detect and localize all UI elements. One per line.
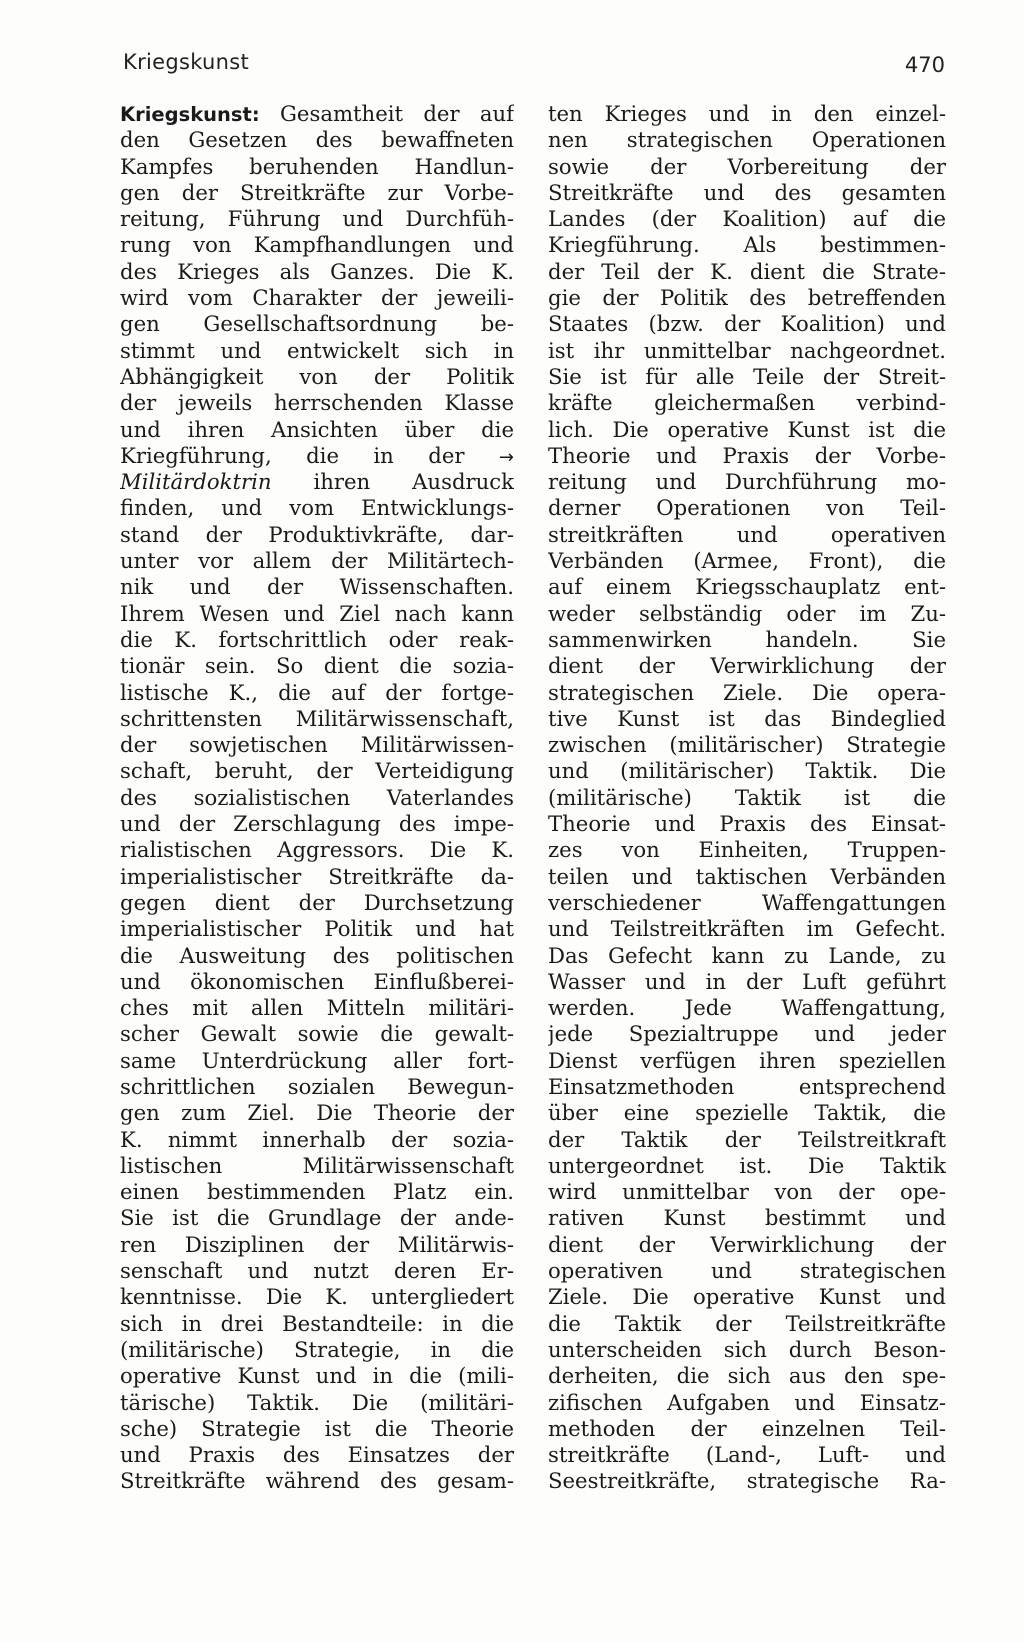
- text-line: zes von Einheiten, Truppen-: [548, 837, 946, 863]
- left-column: [120, 101, 514, 1495]
- text-line: die Taktik der Teilstreitkräfte: [548, 1310, 946, 1336]
- text-line: den Gesetzen des bewaffneten: [120, 127, 514, 153]
- text-line: streitkräfte (Land-, Luft- und: [548, 1442, 946, 1468]
- text-line: strategischen Ziele. Die opera-: [548, 679, 946, 705]
- text-line: imperialistischer Streitkräfte da-: [120, 863, 514, 889]
- text-line: unter vor allem der Militärtech-: [120, 548, 514, 574]
- text-line: Dienst verfügen ihren speziellen: [548, 1047, 946, 1073]
- text-line: sche) Strategie ist die Theorie: [120, 1415, 514, 1441]
- text-line: zwischen (militärischer) Strategie: [548, 732, 946, 758]
- text-line: teilen und taktischen Verbänden: [548, 863, 946, 889]
- text-line: zifischen Aufgaben und Einsatz-: [548, 1389, 946, 1415]
- text-line: Wasser und in der Luft geführt: [548, 968, 946, 994]
- text-line: finden, und vom Entwicklungs-: [120, 495, 514, 521]
- text-line: Theorie und Praxis der Vorbe-: [548, 442, 946, 468]
- text-line: werden. Jede Waffengattung,: [548, 995, 946, 1021]
- text-line: sammenwirken handeln. Sie: [548, 626, 946, 652]
- text-line: streitkräften und operativen: [548, 521, 946, 547]
- text-line: schrittensten Militärwissenschaft,: [120, 705, 514, 731]
- text-line: Sie ist die Grundlage der ande-: [120, 1205, 514, 1231]
- text-line: verschiedener Waffengattungen: [548, 889, 946, 915]
- text-line: (militärische) Strategie, in die: [120, 1336, 514, 1362]
- text-line: der sowjetischen Militärwissen-: [120, 732, 514, 758]
- text-line: derheiten, die sich aus den spe-: [548, 1363, 946, 1389]
- text-line: Das Gefecht kann zu Lande, zu: [548, 942, 946, 968]
- text-line: Ihrem Wesen und Ziel nach kann: [120, 600, 514, 626]
- text-line: operative Kunst und in die (mili-: [120, 1363, 514, 1389]
- text-line: der Teil der K. dient die Strate-: [548, 258, 946, 284]
- text-line: gie der Politik des betreffenden: [548, 285, 946, 311]
- text-line: des sozialistischen Vaterlandes: [120, 784, 514, 810]
- text-line: reitung, Führung und Durchfüh-: [120, 206, 514, 232]
- text-line: und ihren Ansichten über die: [120, 416, 514, 442]
- running-head: Kriegskunst: [123, 50, 250, 74]
- text-line: imperialistischer Politik und hat: [120, 916, 514, 942]
- text-line: dient der Verwirklichung der: [548, 1231, 946, 1257]
- text-line: sich in drei Bestandteile: in die: [120, 1310, 514, 1336]
- arrow-icon: →: [498, 446, 514, 468]
- text-line: Staates (bzw. der Koalition) und: [548, 311, 946, 337]
- text-line: tive Kunst ist das Bindeglied: [548, 705, 946, 731]
- text-line: reitung und Durchführung mo-: [548, 469, 946, 495]
- text-line: jede Spezialtruppe und jeder: [548, 1021, 946, 1047]
- text-line: über eine spezielle Taktik, die: [548, 1100, 946, 1126]
- text-line: Verbänden (Armee, Front), die: [548, 548, 946, 574]
- text-line: dient der Verwirklichung der: [548, 653, 946, 679]
- text-line: ches mit allen Mitteln militäri-: [120, 995, 514, 1021]
- text-line: rativen Kunst bestimmt und: [548, 1205, 946, 1231]
- text-line: methoden der einzelnen Teil-: [548, 1415, 946, 1441]
- text-line: wird vom Charakter der jeweili-: [120, 285, 514, 311]
- text-line: kräfte gleichermaßen verbind-: [548, 390, 946, 416]
- text-line: Militärdoktrin ihren Ausdruck: [120, 469, 514, 495]
- text-line: lich. Die operative Kunst ist die: [548, 416, 946, 442]
- cross-reference-link[interactable]: Militärdoktrin: [120, 469, 272, 495]
- text-line: same Unterdrückung aller fort-: [120, 1047, 514, 1073]
- text-line: und (militärischer) Taktik. Die: [548, 758, 946, 784]
- text-line: Einsatzmethoden entsprechend: [548, 1073, 946, 1099]
- text-line: stimmt und entwickelt sich in: [120, 337, 514, 363]
- text-line: derner Operationen von Teil-: [548, 495, 946, 521]
- text-line: (militärische) Taktik ist die: [548, 784, 946, 810]
- text-line: gegen dient der Durchsetzung: [120, 889, 514, 915]
- text-line: schrittlichen sozialen Bewegun-: [120, 1073, 514, 1099]
- text-line: Abhängigkeit von der Politik: [120, 363, 514, 389]
- text-line: und ökonomischen Einflußberei-: [120, 968, 514, 994]
- text-line: ist ihr unmittelbar nachgeordnet.: [548, 337, 946, 363]
- text-line: und Praxis des Einsatzes der: [120, 1442, 514, 1468]
- text-line: Landes (der Koalition) auf die: [548, 206, 946, 232]
- text-line: listische K., die auf der fortge-: [120, 679, 514, 705]
- text-line: wird unmittelbar von der ope-: [548, 1179, 946, 1205]
- text-line: rung von Kampfhandlungen und: [120, 232, 514, 258]
- text-line: K. nimmt innerhalb der sozia-: [120, 1126, 514, 1152]
- text-line: Kriegführung, die in der →: [120, 442, 514, 468]
- text-line: und Teilstreitkräften im Gefecht.: [548, 916, 946, 942]
- text-line: senschaft und nutzt deren Er-: [120, 1258, 514, 1284]
- text-line: Kriegskunst: Gesamtheit der auf: [120, 101, 514, 126]
- text-line: rialistischen Aggressors. Die K.: [120, 837, 514, 863]
- text-line: schaft, beruht, der Verteidigung: [120, 758, 514, 784]
- text-line: einen bestimmenden Platz ein.: [120, 1179, 514, 1205]
- page-number: 470: [904, 53, 945, 77]
- text-line: Ziele. Die operative Kunst und: [548, 1284, 946, 1310]
- text-line: Sie ist für alle Teile der Streit-: [548, 363, 946, 389]
- entry-lemma: Kriegskunst:: [120, 103, 260, 126]
- text-line: gen Gesellschaftsordnung be-: [120, 311, 514, 337]
- text-line: untergeordnet ist. Die Taktik: [548, 1152, 946, 1178]
- text-line: tionär sein. So dient die sozia-: [120, 653, 514, 679]
- text-line: gen zum Ziel. Die Theorie der: [120, 1100, 514, 1126]
- text-line: Kampfes beruhenden Handlun-: [120, 153, 514, 179]
- text-line: stand der Produktivkräfte, dar-: [120, 521, 514, 547]
- text-line: unterscheiden sich durch Beson-: [548, 1336, 946, 1362]
- text-line: kenntnisse. Die K. untergliedert: [120, 1284, 514, 1310]
- text-line: gen der Streitkräfte zur Vorbe-: [120, 179, 514, 205]
- right-column: [548, 101, 946, 1495]
- text-line: scher Gewalt sowie die gewalt-: [120, 1021, 514, 1047]
- text-line: und der Zerschlagung des impe-: [120, 811, 514, 837]
- text-line: auf einem Kriegsschauplatz ent-: [548, 574, 946, 600]
- text-line: nen strategischen Operationen: [548, 127, 946, 153]
- text-line: Kriegführung. Als bestimmen-: [548, 232, 946, 258]
- text-line: Seestreitkräfte, strategische Ra-: [548, 1468, 946, 1494]
- text-line: Streitkräfte während des gesam-: [120, 1468, 514, 1494]
- text-line: die K. fortschrittlich oder reak-: [120, 626, 514, 652]
- text-line: der jeweils herrschenden Klasse: [120, 390, 514, 416]
- text-line: nik und der Wissenschaften.: [120, 574, 514, 600]
- text-line: sowie der Vorbereitung der: [548, 153, 946, 179]
- text-line: der Taktik der Teilstreitkraft: [548, 1126, 946, 1152]
- text-line: Streitkräfte und des gesamten: [548, 179, 946, 205]
- text-line: operativen und strategischen: [548, 1258, 946, 1284]
- text-line: des Krieges als Ganzes. Die K.: [120, 258, 514, 284]
- text-line: tärische) Taktik. Die (militäri-: [120, 1389, 514, 1415]
- text-line: ren Disziplinen der Militärwis-: [120, 1231, 514, 1257]
- text-line: Theorie und Praxis des Einsat-: [548, 811, 946, 837]
- text-line: weder selbständig oder im Zu-: [548, 600, 946, 626]
- text-line: listischen Militärwissenschaft: [120, 1152, 514, 1178]
- text-line: die Ausweitung des politischen: [120, 942, 514, 968]
- text-line: ten Krieges und in den einzel-: [548, 101, 946, 126]
